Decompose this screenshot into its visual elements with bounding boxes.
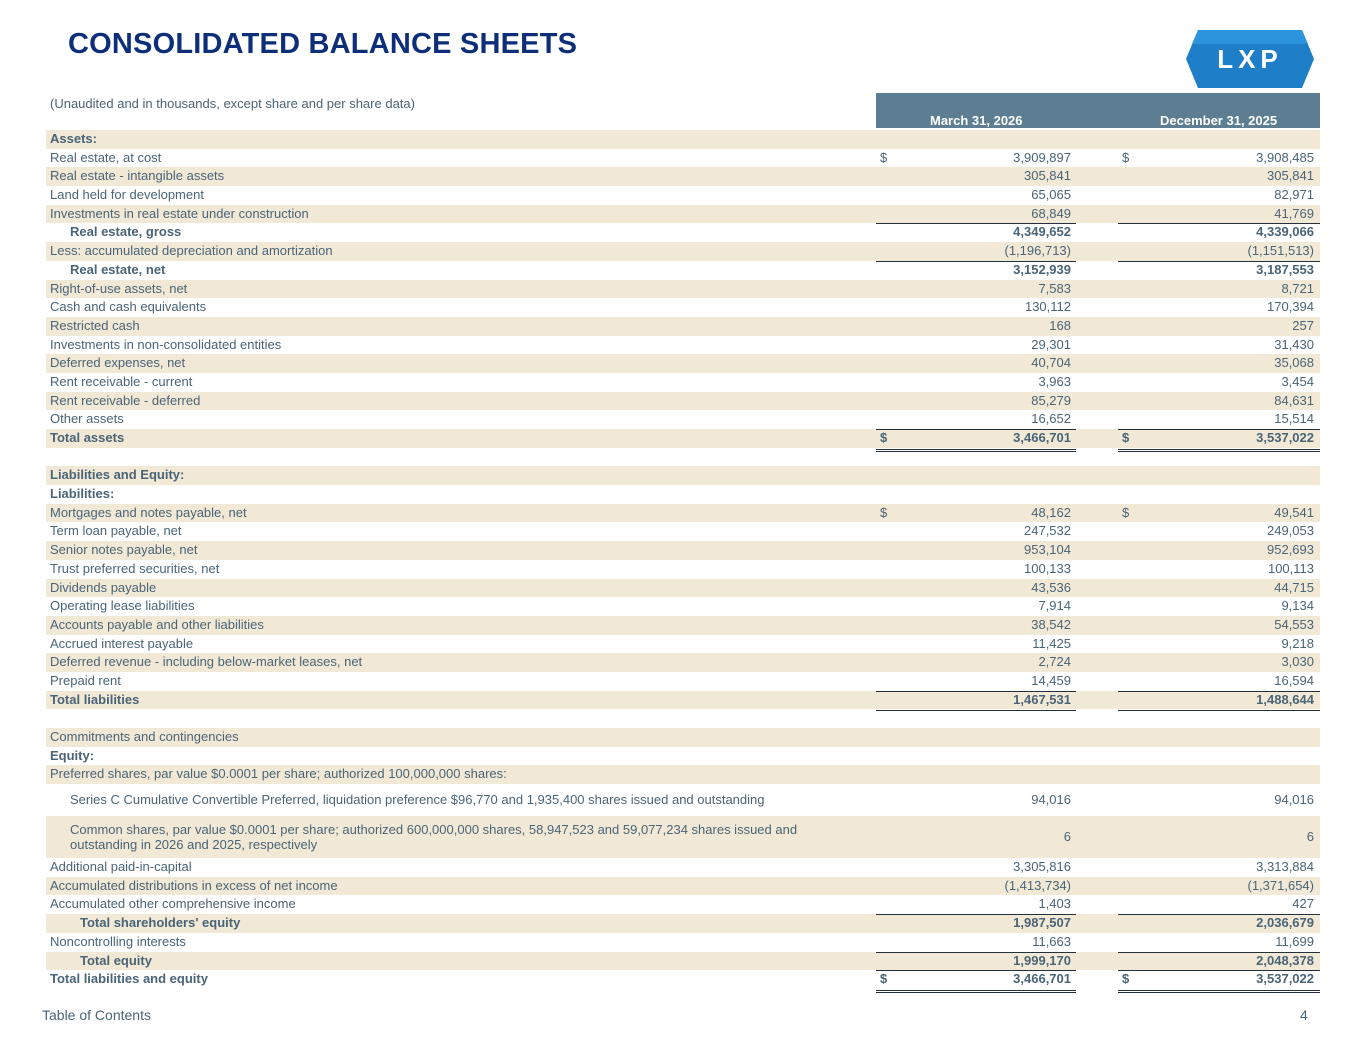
value-december-2025: 8,721 [1281, 280, 1314, 296]
row-label: Operating lease liabilities [50, 598, 195, 614]
value-december-2025: 9,218 [1281, 635, 1314, 651]
value-december-2025: 11,699 [1275, 933, 1314, 949]
value-march-2026: 953,104 [1024, 542, 1071, 558]
value-march-2026: 3,963 [1038, 373, 1071, 389]
value-december-2025: 1,488,644 [1256, 691, 1314, 707]
value-march-2026: 130,112 [1024, 299, 1071, 315]
row-label: Total assets [50, 430, 125, 445]
table-row [46, 392, 1320, 411]
table-row [46, 970, 1320, 989]
row-label: Preferred shares, par value $0.0001 per share; authorized 100,000,000 shares: [50, 766, 507, 782]
table-row [46, 448, 1320, 467]
value-december-2025: 2,036,679 [1256, 915, 1314, 931]
value-december-2025: 82,971 [1274, 187, 1314, 203]
row-label: Commitments and contingencies [50, 729, 239, 744]
row-label: Cash and cash equivalents [50, 299, 207, 315]
value-march-2026: 16,652 [1031, 411, 1071, 427]
value-december-2025: 257 [1292, 317, 1314, 333]
table-row [46, 167, 1320, 186]
value-december-2025: 84,631 [1274, 392, 1314, 408]
value-march-2026: 3,909,897 [1013, 149, 1071, 165]
value-march-2026: 43,536 [1031, 579, 1071, 595]
value-march-2026: 247,532 [1024, 523, 1071, 539]
row-label: Accrued interest payable [50, 635, 194, 651]
row-label: Accounts payable and other liabilities [50, 616, 264, 632]
row-label: Equity: [50, 747, 95, 763]
row-label: Deferred expenses, net [50, 355, 186, 371]
value-december-2025: 3,537,022 [1256, 971, 1314, 987]
value-march-2026: 38,542 [1031, 616, 1071, 632]
table-row [46, 186, 1320, 205]
table-row [46, 541, 1320, 560]
table-row [46, 597, 1320, 616]
row-label: Restricted cash [50, 317, 140, 333]
table-row [46, 317, 1320, 336]
value-march-2026: 168 [1049, 317, 1071, 333]
value-december-2025: 3,537,022 [1256, 430, 1314, 445]
row-label: Real estate, net [70, 261, 166, 277]
value-march-2026: 6 [1063, 829, 1071, 845]
row-label: Series C Cumulative Convertible Preferred, liquidation preference $96,770 and 1,935,400 shares issued and outstanding [70, 792, 765, 808]
row-label: Liabilities: [50, 486, 115, 502]
table-row [46, 130, 1320, 149]
row-label: Real estate - intangible assets [50, 168, 225, 184]
table-row [46, 616, 1320, 635]
table-row [46, 653, 1320, 672]
currency-symbol: $ [880, 971, 888, 987]
value-december-2025: 16,594 [1274, 672, 1314, 688]
value-december-2025: 952,693 [1267, 542, 1314, 558]
value-december-2025: 3,313,884 [1256, 859, 1314, 875]
table-row [46, 522, 1320, 541]
table-row [46, 373, 1320, 392]
value-march-2026: 3,152,939 [1013, 261, 1071, 277]
table-row [46, 895, 1320, 914]
value-march-2026: 11,425 [1032, 635, 1071, 651]
balance-sheet-table [46, 130, 1320, 989]
row-label: Rent receivable - current [50, 373, 193, 389]
value-march-2026: 305,841 [1024, 168, 1071, 184]
row-label: Total equity [80, 952, 152, 968]
value-march-2026: 1,987,507 [1013, 915, 1071, 931]
value-march-2026: 14,459 [1031, 672, 1071, 688]
row-label: Accumulated distributions in excess of net income [50, 877, 338, 893]
value-december-2025: 3,030 [1281, 654, 1314, 670]
value-december-2025: (1,151,513) [1247, 243, 1314, 259]
value-december-2025: 2,048,378 [1256, 952, 1314, 968]
value-december-2025: 9,134 [1281, 598, 1314, 614]
row-label: Noncontrolling interests [50, 933, 186, 949]
table-row [46, 354, 1320, 373]
currency-symbol: $ [1122, 504, 1130, 520]
table-row [46, 816, 1320, 858]
table-row [46, 560, 1320, 579]
table-row [46, 410, 1320, 429]
value-march-2026: 1,467,531 [1013, 691, 1071, 707]
table-row [46, 242, 1320, 261]
value-december-2025: 249,053 [1267, 523, 1314, 539]
value-march-2026: 3,466,701 [1013, 430, 1071, 445]
page-number: 4 [1300, 1007, 1308, 1023]
table-row [46, 504, 1320, 523]
value-march-2026: 1,999,170 [1013, 952, 1071, 968]
currency-symbol: $ [1122, 971, 1130, 987]
row-label: Additional paid-in-capital [50, 859, 192, 875]
value-march-2026: 65,065 [1031, 187, 1071, 203]
value-december-2025: 49,541 [1274, 504, 1314, 520]
row-label: Trust preferred securities, net [50, 560, 220, 576]
row-label: Total liabilities and equity [50, 971, 208, 987]
table-row [46, 261, 1320, 280]
row-label: Assets: [50, 131, 97, 146]
currency-symbol: $ [880, 504, 888, 520]
table-row [46, 728, 1320, 747]
column-header-march-2026: March 31, 2026 [930, 113, 1023, 128]
value-march-2026: 100,133 [1024, 560, 1071, 576]
value-december-2025: 427 [1292, 896, 1314, 912]
row-label: Real estate, gross [70, 224, 182, 240]
column-header-bar [876, 93, 1320, 128]
table-row [46, 280, 1320, 299]
value-december-2025: 44,715 [1274, 579, 1314, 595]
table-row [46, 952, 1320, 971]
value-march-2026: 68,849 [1031, 205, 1071, 221]
value-december-2025: 100,113 [1267, 560, 1314, 576]
value-december-2025: 31,430 [1274, 336, 1314, 352]
currency-symbol: $ [1122, 149, 1130, 165]
table-row [46, 709, 1320, 728]
value-december-2025: 3,908,485 [1256, 149, 1314, 165]
value-december-2025: 170,394 [1267, 299, 1314, 315]
row-label: Dividends payable [50, 579, 157, 595]
row-label: Real estate, at cost [50, 149, 162, 165]
currency-symbol: $ [880, 430, 888, 445]
value-march-2026: 7,583 [1038, 280, 1071, 296]
row-label: Total liabilities [50, 691, 140, 707]
value-march-2026: 85,279 [1031, 392, 1071, 408]
value-march-2026: 48,162 [1031, 504, 1071, 520]
table-row [46, 485, 1320, 504]
table-row [46, 914, 1320, 933]
row-label: Accumulated other comprehensive income [50, 896, 296, 912]
value-march-2026: 29,301 [1031, 336, 1071, 352]
table-row [46, 672, 1320, 691]
row-label: Deferred revenue - including below-market leases, net [50, 654, 363, 670]
value-march-2026: 3,305,816 [1013, 859, 1071, 875]
row-label: Rent receivable - deferred [50, 392, 201, 408]
lxp-logo [1186, 28, 1314, 90]
table-row [46, 933, 1320, 952]
value-december-2025: 15,514 [1274, 411, 1314, 427]
value-march-2026: 3,466,701 [1013, 971, 1071, 987]
value-march-2026: 2,724 [1038, 654, 1071, 670]
row-label: Land held for development [50, 187, 204, 203]
svg-text:LXP: LXP [1217, 44, 1283, 74]
row-label: Investments in non-consolidated entities [50, 336, 282, 352]
value-march-2026: (1,413,734) [1004, 877, 1071, 893]
page-title: CONSOLIDATED BALANCE SHEETS [68, 28, 578, 60]
table-row [46, 429, 1320, 448]
row-label: Prepaid rent [50, 672, 121, 688]
value-march-2026: (1,196,713) [1004, 243, 1071, 259]
value-march-2026: 40,704 [1031, 355, 1071, 371]
row-label: Senior notes payable, net [50, 542, 198, 558]
value-december-2025: 6 [1306, 829, 1314, 845]
value-march-2026: 11,663 [1032, 933, 1071, 949]
row-label: Common shares, par value $0.0001 per share; authorized 600,000,000 shares, 58,947,523 and 59,077,234 shares issued and outstanding in 2026 and 2025, respectively [70, 822, 798, 853]
value-march-2026: 7,914 [1038, 598, 1071, 614]
value-december-2025: 3,187,553 [1256, 261, 1314, 277]
value-december-2025: 4,339,066 [1256, 224, 1314, 240]
table-row [46, 784, 1320, 816]
row-label: Mortgages and notes payable, net [50, 504, 247, 520]
table-subtitle: (Unaudited and in thousands, except share and per share data) [50, 96, 415, 111]
table-row [46, 336, 1320, 355]
table-row [46, 149, 1320, 168]
currency-symbol: $ [1122, 430, 1130, 445]
table-row [46, 858, 1320, 877]
table-row [46, 747, 1320, 766]
value-march-2026: 4,349,652 [1013, 224, 1071, 240]
table-row [46, 466, 1320, 485]
row-label: Other assets [50, 411, 124, 427]
table-row [46, 635, 1320, 654]
value-march-2026: 1,403 [1038, 896, 1071, 912]
table-row [46, 877, 1320, 896]
value-december-2025: 41,769 [1274, 205, 1314, 221]
row-label: Less: accumulated depreciation and amortization [50, 243, 333, 259]
row-label: Term loan payable, net [50, 523, 182, 539]
table-row [46, 298, 1320, 317]
row-label: Liabilities and Equity: [50, 467, 185, 483]
table-row [46, 691, 1320, 710]
column-header-december-2025: December 31, 2025 [1160, 113, 1278, 128]
value-december-2025: 3,454 [1281, 373, 1314, 389]
table-row [46, 765, 1320, 784]
value-december-2025: 305,841 [1267, 168, 1314, 184]
table-row [46, 223, 1320, 242]
currency-symbol: $ [880, 149, 888, 165]
value-december-2025: 35,068 [1274, 355, 1314, 371]
table-row [46, 205, 1320, 224]
value-december-2025: (1,371,654) [1247, 877, 1314, 893]
value-december-2025: 94,016 [1274, 792, 1314, 808]
value-december-2025: 54,553 [1274, 616, 1314, 632]
row-label: Investments in real estate under construction [50, 205, 309, 221]
value-march-2026: 94,016 [1031, 792, 1071, 808]
table-row [46, 579, 1320, 598]
row-label: Right-of-use assets, net [50, 280, 188, 296]
row-label: Total shareholders' equity [80, 915, 241, 931]
table-of-contents-link[interactable]: Table of Contents [42, 1007, 151, 1023]
